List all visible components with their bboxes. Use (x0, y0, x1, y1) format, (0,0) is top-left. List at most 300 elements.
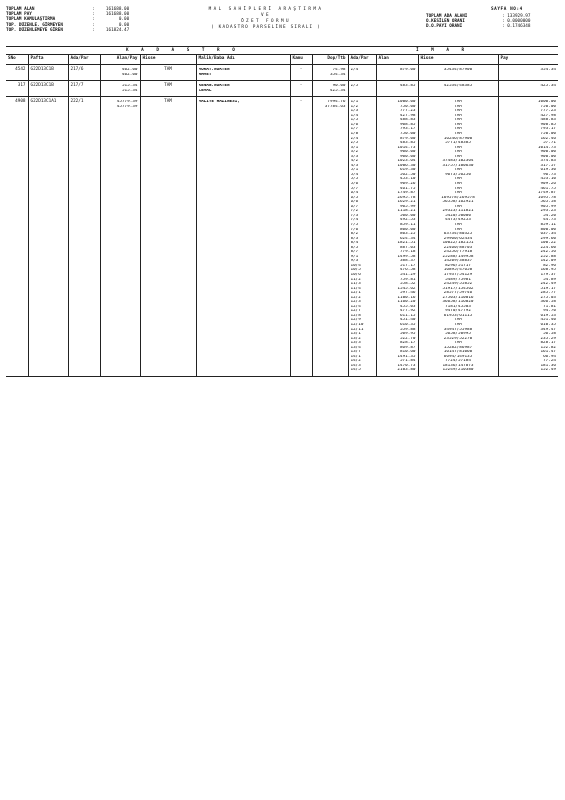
imar-alan-cell-line: 887.03 (399, 245, 416, 250)
imar-ada-cell-line: 6/4 (350, 191, 359, 196)
imar-hisse-cell-line: 9673/56250 (445, 172, 471, 177)
imar-pay-cell-line: 453.10 (540, 177, 556, 182)
imar-pay-cell-line: 44.73 (543, 218, 556, 223)
imar-hisse-cell-line: TAM (454, 186, 462, 191)
imar-alan-cell-line: 453.10 (399, 177, 416, 182)
imar-ada-cell-line: 2/5 (350, 84, 359, 89)
column-header: Ada/Par (348, 55, 376, 65)
imar-hisse-cell (418, 65, 498, 81)
dop-cell-line: 7994.76 (327, 100, 346, 105)
imar-alan-cell-line: 1749.87 (397, 191, 416, 196)
imar-pay-cell-line: 100.22 (540, 241, 556, 246)
imar-alan-cell-line: 905.99 (399, 204, 416, 209)
imar-pay-cell-line: 366.58 (540, 300, 556, 305)
imar-ada-cell-line: 12/1 (350, 291, 361, 296)
imar-alan-cell-line: 800.00 (399, 227, 416, 232)
imar-pay-cell-line: 242.56 (540, 250, 556, 255)
imar-pay-cell-line: 54.89 (543, 277, 556, 282)
title-line: MAL SAHİPLERİ ARAŞTIRMA (208, 7, 324, 12)
imar-pay-cell-line: 77.24 (543, 359, 556, 364)
imar-ada-cell-line: 1/6 (350, 122, 359, 127)
alan-pay-cell-line: 402.00 (121, 68, 138, 72)
summary-row (6, 29, 129, 34)
summary-value: 161688.00 (105, 7, 130, 12)
imar-pay-cell (498, 97, 558, 377)
imar-pay-cell-line: 181.36 (540, 363, 556, 368)
imar-ada-cell-line: 12/3 (350, 300, 361, 305)
imar-hisse-cell-line: 27503/110016 (442, 295, 474, 300)
imar-hisse-cell-line: 15282/86987 (443, 345, 473, 350)
ada-parsel-cell: 222/1 (68, 97, 100, 377)
imar-alan-cell-line: 559.88 (399, 327, 416, 332)
title-line: ÖZET FORMU (241, 19, 291, 24)
column-header-row (6, 55, 558, 65)
imar-hisse-cell-line: 63734/80325 (443, 232, 473, 237)
summary-value: 133929.97 (507, 14, 531, 19)
imar-alan-cell-line: 1821.51 (397, 241, 416, 246)
imar-pay-cell-line: 610.35 (540, 322, 556, 327)
imar-alan-cell-line: 869.87 (399, 345, 416, 350)
sno-cell: 4908 (6, 97, 28, 377)
pafta-cell: G22D13C1B (28, 81, 68, 97)
alan-pay-cell-line: 515.34 (121, 88, 138, 93)
imar-alan-cell-line: 1118.21 (397, 209, 416, 214)
imar-alan-cell (376, 81, 418, 97)
imar-hisse-cell-line: 25288/149958 (442, 254, 474, 259)
summary-value: 0.00 (118, 22, 130, 28)
imar-alan-cell-line: 597.46 (399, 291, 416, 296)
imar-pay-cell-line: 750.00 (540, 132, 556, 137)
imar-ada-cell-line: 1/2 (350, 104, 359, 109)
summary-separator: : (502, 14, 508, 19)
imar-ada-cell-line: 11/3 (350, 282, 361, 287)
alan-pay-cell (100, 81, 140, 97)
title-line: ( KADASTRO PARSELİNE SIRALI ) (211, 25, 321, 30)
dop-cell-line: 37784.63 (324, 104, 346, 109)
imar-hisse-cell-line: 35434/87900 (443, 68, 473, 72)
imar-pay-cell-line: 162.46 (540, 136, 556, 141)
imar-alan-cell-line: 2103.80 (397, 368, 416, 373)
imar-ada-cell-line: 7/6 (350, 227, 359, 232)
imar-pay-cell-line: 252.88 (540, 254, 556, 259)
imar-ada-cell-line: 8/4 (350, 241, 359, 246)
report-header (6, 8, 558, 46)
imar-hisse-cell-line: TAM (454, 154, 462, 159)
imar-alan-cell-line: 1100.16 (397, 295, 416, 300)
imar-hisse-cell-line: 10022/182151 (442, 241, 474, 246)
summary-label: O.KESİLEN ORANI (426, 19, 465, 25)
imar-pay-cell-line: 908.85 (540, 122, 556, 127)
imar-hisse-cell-line: 18136/147073 (442, 363, 474, 368)
imar-ada-cell-line: 11/4 (350, 286, 361, 291)
imar-alan-cell-line: 541.29 (399, 272, 416, 277)
imar-pay-cell-line: 425.34 (540, 84, 556, 89)
summary-label: TOPLAM ALAN (6, 7, 35, 12)
imar-alan-cell-line: 483.85 (399, 141, 416, 146)
imar-pay-cell-line: 828.17 (540, 341, 556, 346)
imar-alan-cell (376, 65, 418, 81)
imar-alan-cell-line: 451.40 (399, 318, 416, 323)
imar-ada-cell-line: 13/1 (350, 332, 361, 337)
imar-ada-cell (348, 97, 376, 377)
imar-ada-cell-line: 12/2 (350, 295, 361, 300)
imar-pay-cell-line: 1695.78 (537, 195, 556, 200)
imar-ada-cell-line: 12/7 (350, 309, 361, 314)
imar-hisse-cell-line: 31757/100630 (442, 163, 474, 168)
imar-alan-cell-line: 750.00 (399, 104, 416, 109)
column-header: Hisse (140, 55, 196, 65)
parcel-records (6, 65, 558, 377)
imar-alan-cell-line: 1160.20 (397, 300, 416, 305)
form-page (6, 8, 558, 377)
summary-separator: : (92, 27, 98, 33)
ada-parsel-cell: 217/6 (68, 65, 100, 81)
imar-pay-cell-line: 565.58 (540, 200, 556, 205)
imar-alan-cell-line: 558.52 (399, 282, 416, 287)
imar-hisse-cell-line: TAM (454, 182, 462, 187)
imar-pay-cell-line: 57.71 (543, 141, 556, 146)
imar-hisse-cell-line: TAM (454, 145, 462, 150)
table-row (6, 81, 558, 97)
imar-alan-cell-line: 879.00 (399, 68, 416, 72)
summary-separator: : (92, 17, 98, 23)
imar-ada-cell (348, 65, 376, 81)
imar-pay-cell-line: 637.34 (540, 232, 556, 237)
imar-ada-cell-line: 3/1 (350, 145, 359, 150)
column-header: SNo (6, 55, 28, 65)
table-row (6, 97, 558, 377)
imar-pay-cell-line: 242.49 (540, 282, 556, 287)
alan-pay-cell-line: 45779.39 (116, 100, 138, 105)
imar-hisse-cell-line: TAM (454, 127, 462, 132)
column-header: Kamu (290, 55, 312, 65)
imar-alan-cell-line: 488.83 (399, 118, 416, 123)
imar-alan-cell-line: 483.85 (399, 84, 416, 89)
imar-pay-cell-line: 619.30 (540, 168, 556, 173)
imar-ada-cell-line: 12/11 (350, 327, 364, 332)
imar-hisse-cell-line: 7724/57184 (445, 359, 471, 364)
imar-alan-cell-line: 1000.00 (397, 100, 416, 105)
imar-alan-cell-line: 427.98 (399, 113, 416, 118)
imar-hisse-cell-line: TAM (454, 177, 462, 182)
imar-ada-cell-line: 1/5 (350, 118, 359, 123)
imar-ada-cell-line: 2/5 (350, 141, 359, 146)
imar-hisse-cell-line: 6694/149135 (443, 354, 473, 359)
imar-hisse-cell-line: TAM (454, 122, 462, 127)
imar-alan-cell-line: 517.17 (399, 263, 416, 268)
imar-alan-cell-line: 610.35 (399, 322, 416, 327)
summary-separator: : (502, 24, 508, 30)
kamu-cell: - (290, 97, 312, 377)
imar-ada-cell-line: 4/3 (350, 163, 359, 168)
imar-alan-cell-line: 879.00 (399, 136, 416, 141)
imar-hisse-cell-line: TAM (454, 150, 462, 155)
imar-ada-cell-line: 14/1 (350, 354, 361, 359)
imar-alan-cell-line: 909.26 (399, 182, 416, 187)
summary-row (426, 25, 530, 30)
malik-cell-line: KENAN.NURTEN (198, 84, 230, 89)
imar-ada-cell-line: 4/2 (350, 159, 359, 164)
imar-hisse-cell-line: 24249/55852 (443, 282, 473, 287)
imar-ada-cell-line: 10/4 (350, 263, 361, 268)
imar-alan-cell-line: 1023.64 (397, 159, 416, 164)
imar-ada-cell-line: 3/3 (350, 154, 359, 159)
imar-ada-cell-line: 1/4 (350, 113, 359, 118)
imar-hisse-cell-line: 5489/75981 (445, 277, 471, 282)
imar-hisse-cell-line: 29960/62434 (443, 236, 473, 241)
column-header: Alan (376, 55, 418, 65)
imar-hisse-cell-line: TAM (454, 132, 462, 137)
imar-ada-cell-line: 2/4 (350, 136, 359, 141)
dop-cell-line: 90.00 (332, 84, 346, 89)
imar-ada-cell-line: 13/4 (350, 345, 361, 350)
imar-pay-cell-line: 793.17 (540, 127, 556, 132)
imar-alan-cell-line: 522.70 (399, 336, 416, 341)
imar-ada-cell-line: 5/7 (350, 186, 359, 191)
sno-cell: 317 (6, 81, 28, 97)
column-header: Hisse (418, 55, 498, 65)
imar-alan-cell-line: 803.25 (399, 232, 416, 237)
page-number: SAYFA NO:4 (491, 7, 523, 12)
summary-value: 0.0000000 (507, 19, 531, 25)
imar-alan-cell-line: 619.30 (399, 168, 416, 173)
ada-parsel-cell: 217/7 (68, 81, 100, 97)
imar-pay-cell (498, 81, 558, 97)
imar-hisse-cell-line: 29323/111821 (442, 209, 474, 214)
imar-ada-cell (348, 81, 376, 97)
column-header: Dop/Ttb (312, 55, 348, 65)
imar-pay-cell-line: 427.98 (540, 113, 556, 118)
imar-hisse-cell-line: 169578/269578 (441, 195, 475, 200)
alan-pay-cell (100, 65, 140, 81)
imar-ada-cell-line: 8/5 (350, 245, 359, 250)
imar-ada-cell-line: 1/3 (350, 109, 359, 114)
imar-ada-cell-line: 13/7 (350, 350, 361, 355)
summary-separator: : (502, 19, 508, 25)
imar-pay-cell-line: 71.81 (543, 304, 556, 309)
imar-pay-cell-line: 275.03 (540, 295, 556, 300)
imar-ada-cell-line: 7/2 (350, 209, 359, 214)
imar-pay-cell-line: 900.00 (540, 150, 556, 155)
imar-hisse-cell-line: TAM (454, 104, 462, 109)
imar-pay-cell-line: 224.60 (540, 245, 556, 250)
summary-label: TOPLAM PAY (6, 12, 32, 18)
imar-hisse-cell-line: TAM (454, 322, 462, 327)
dop-cell (312, 65, 348, 81)
malik-cell (196, 81, 290, 97)
hisse-cell: TAM (140, 97, 196, 377)
imar-hisse-cell-line: TAM (454, 341, 462, 346)
imar-pay-cell-line: 777.23 (540, 109, 556, 114)
imar-hisse-cell-line: 37483/102364 (442, 159, 474, 164)
hisse-cell: TAM (140, 81, 196, 97)
imar-hisse-cell-line: 36658/116020 (442, 300, 474, 305)
imar-hisse-cell-line: TAM (454, 318, 462, 323)
imar-pay-cell-line: 451.40 (540, 318, 556, 323)
pafta-cell: G22D13C1A1 (28, 97, 68, 377)
imar-alan-cell-line: 2695.78 (397, 195, 416, 200)
imar-ada-cell-line: 7/4 (350, 218, 359, 223)
imar-hisse-cell (418, 81, 498, 97)
imar-pay-cell-line: 619.53 (540, 313, 556, 318)
imar-hisse-cell-line: TAM (454, 222, 462, 227)
imar-hisse-cell-line: 5420/50000 (445, 213, 471, 218)
imar-ada-cell-line: 14/5 (350, 368, 361, 373)
imar-ada-cell-line: 9/1 (350, 254, 359, 259)
table-row (6, 65, 558, 81)
imar-alan-cell-line: 779.18 (399, 250, 416, 255)
imar-pay-cell-line: 1000.00 (537, 100, 556, 105)
imar-hisse-cell-line: TAM (454, 204, 462, 209)
alan-pay-cell-line: 515.34 (121, 84, 138, 89)
imar-pay-cell-line: 152.82 (540, 345, 556, 350)
imar-pay-cell-line: 94.70 (543, 309, 556, 314)
kamu-cell: - (290, 65, 312, 81)
imar-alan-cell-line: 810.60 (399, 350, 416, 355)
imar-hisse-cell-line: 14209/38837 (443, 259, 473, 264)
imar-hisse-cell-line: 56558/162921 (442, 200, 474, 205)
imar-hisse-cell-line: 22460/88703 (443, 245, 473, 250)
imar-ada-cell-line: 13/2 (350, 336, 361, 341)
imar-pay-cell-line: 66.94 (543, 354, 556, 359)
imar-ada-cell-line: 6/6 (350, 200, 359, 205)
imar-hisse-cell-line: TAM (454, 100, 462, 105)
summary-value: 0.1746348 (507, 24, 531, 30)
imar-pay-cell-line: 349.47 (540, 327, 556, 332)
imar-ada-cell-line: 2/4 (350, 68, 359, 72)
imar-ada-cell-line: 1/1 (350, 100, 359, 105)
imar-alan-cell-line: 1491.35 (397, 354, 416, 359)
imar-pay-cell-line: 461.75 (540, 186, 556, 191)
imar-ada-cell-line: 12/9 (350, 318, 361, 323)
imar-hisse-cell-line: 7181/45503 (445, 304, 471, 309)
imar-alan-cell-line: 624.34 (399, 236, 416, 241)
kadastro-section-title: K A D A S T R O (126, 47, 240, 53)
imar-pay-cell-line: 142.09 (540, 259, 556, 264)
imar-hisse-cell-line: 61953/61115 (443, 313, 473, 318)
imar-hisse-cell-line: 24256/77918 (443, 250, 473, 255)
imar-pay-cell-line: 374.83 (540, 159, 556, 164)
title-line: VE (261, 13, 271, 18)
imar-pay-cell-line: 750.00 (540, 104, 556, 109)
imar-alan-cell-line: 828.17 (399, 341, 416, 346)
imar-alan-cell-line: 492.53 (399, 218, 416, 223)
alan-pay-cell-line: 402.00 (121, 72, 138, 77)
imar-ada-cell-line: 10/5 (350, 268, 361, 273)
imar-hisse-cell-line: 17937/54129 (443, 272, 473, 277)
section-header (6, 47, 558, 54)
imar-hisse-cell-line: 16147/81060 (443, 350, 473, 355)
imar-alan-cell-line: 477.92 (399, 309, 416, 314)
imar-pay-cell-line: 96.73 (543, 172, 556, 177)
imar-alan-cell-line: 455.03 (399, 304, 416, 309)
imar-ada-cell-line: 14/3 (350, 363, 361, 368)
imar-pay-cell-line: 354.34 (540, 68, 556, 72)
imar-hisse-cell-line: 5658/50995 (445, 332, 471, 337)
dop-cell-line: 354.34 (329, 72, 346, 77)
imar-alan-cell-line: 461.75 (399, 186, 416, 191)
imar-hisse-cell-line: TAM (454, 191, 462, 196)
imar-pay-cell-line: 488.83 (540, 118, 556, 123)
imar-ada-cell-line: 1/7 (350, 127, 359, 132)
imar-pay-cell-line: 82.96 (543, 263, 556, 268)
imar-ada-cell-line: 10/6 (350, 272, 361, 277)
imar-pay-cell-line: 1014.73 (537, 145, 556, 150)
malik-cell-line: MURAT.NURTEN (198, 68, 230, 72)
imar-ada-cell-line: 8/3 (350, 236, 359, 241)
malik-cell-line: MALİYE HAZİNESİ, (198, 100, 240, 105)
imar-alan-cell-line: 1629.21 (397, 200, 416, 205)
imar-pay-cell-line: 168.95 (540, 268, 556, 273)
imar-pay-cell-line: 519.17 (540, 286, 556, 291)
summary-label: D.O.PAYI ORANI (426, 24, 463, 30)
imar-pay-cell-line: 909.26 (540, 182, 556, 187)
summary-label: TOP. DÜZENLEMEYE GİREN (6, 27, 63, 33)
imar-alan-cell-line: 793.17 (399, 127, 416, 132)
imar-hisse-cell (418, 97, 498, 377)
dop-cell-line: 425.34 (329, 88, 346, 93)
imar-alan-cell-line: 759.81 (399, 277, 416, 282)
imar-pay-cell-line: 179.37 (540, 272, 556, 277)
summary-left (6, 8, 129, 34)
imar-alan-cell-line: 388.37 (399, 259, 416, 264)
imar-ada-cell-line: 8/7 (350, 250, 359, 255)
imar-hisse-cell-line: 16246/87900 (443, 136, 473, 141)
summary-label: TOPLAM KAMULAŞTIRMA (6, 17, 56, 23)
imar-pay-cell-line: 285.77 (540, 291, 556, 296)
imar-hisse-cell-line: TAM (454, 168, 462, 173)
summary-right (426, 15, 530, 31)
imar-alan-cell-line: 611.15 (399, 313, 416, 318)
imar-ada-cell-line: 11/2 (350, 277, 361, 282)
malik-cell-line: CEMAL (198, 88, 212, 93)
summary-value: 0.00 (118, 17, 130, 23)
column-header: Pafta (28, 55, 68, 65)
column-header: Alan/Pay (100, 55, 140, 65)
dop-cell (312, 81, 348, 97)
imar-ada-cell-line: 8/2 (350, 232, 359, 237)
imar-ada-cell-line: 6/7 (350, 204, 359, 209)
imar-hisse-cell-line: 16895/47658 (443, 268, 473, 273)
imar-section-title: İ M A R (416, 47, 470, 53)
imar-ada-cell-line: 9/3 (350, 259, 359, 264)
imar-hisse-cell-line: 28577/59746 (443, 291, 473, 296)
column-header: Pay (498, 55, 558, 65)
summary-label: TOPLAM ADA ALANI (426, 14, 468, 19)
dop-cell (312, 97, 348, 377)
kamu-cell: - (290, 81, 312, 97)
imar-alan-cell-line: 509.95 (399, 332, 416, 337)
imar-alan-cell-line: 900.00 (399, 154, 416, 159)
column-header: Ada/Par (68, 55, 100, 65)
imar-hisse-cell-line: 8296/51717 (445, 263, 471, 268)
imar-pay-cell-line: 317.57 (540, 163, 556, 168)
summary-separator: : (92, 7, 98, 12)
imar-ada-cell-line: 1/8 (350, 132, 359, 137)
imar-alan-cell-line: 562.50 (399, 172, 416, 177)
alan-pay-cell (100, 97, 140, 377)
imar-hisse-cell-line: 5771/48385 (445, 141, 471, 146)
summary-separator: : (92, 22, 98, 28)
imar-alan-cell-line: 900.00 (399, 150, 416, 155)
imar-pay-cell-line: 235.29 (540, 336, 556, 341)
imar-ada-cell-line: 12/4 (350, 304, 361, 309)
imar-pay-cell-line: 1749.87 (537, 191, 556, 196)
imar-ada-cell-line: 14/2 (350, 359, 361, 364)
form-title (166, 8, 366, 32)
imar-hisse-cell-line: TAM (454, 109, 462, 114)
imar-hisse-cell-line: 34947/55988 (443, 327, 473, 332)
